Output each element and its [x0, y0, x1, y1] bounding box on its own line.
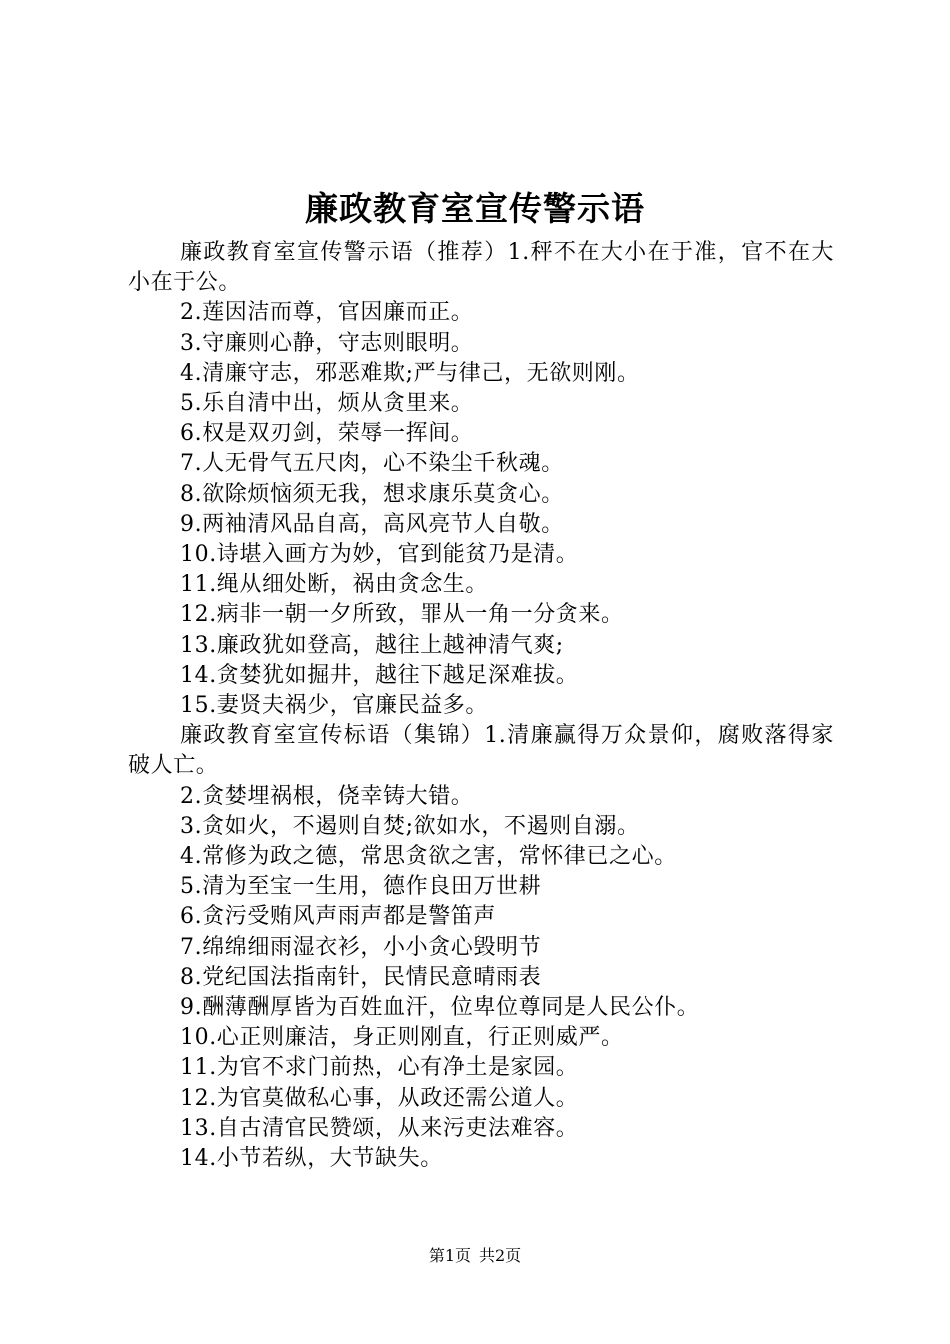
paragraph: 9.两袖清风品自高，高风亮节人自敬。: [180, 511, 564, 537]
paragraph: 8.欲除烦恼须无我，想求康乐莫贪心。: [180, 481, 564, 507]
paragraph: 2.贪婪埋祸根，侥幸铸大错。: [180, 783, 474, 809]
paragraph: 12.病非一朝一夕所致，罪从一角一分贪来。: [180, 602, 624, 628]
paragraph: 9.酬薄酬厚皆为百姓血汗，位卑位尊同是人民公仆。: [180, 995, 700, 1021]
paragraph: 2.莲因洁而尊，官因廉而正。: [180, 300, 474, 326]
paragraph: 4.清廉守志，邪恶难欺;严与律己，无欲则刚。: [180, 360, 640, 386]
paragraph: 13.自古清官民赞颂，从来污吏法难容。: [180, 1115, 579, 1141]
paragraph: 10.诗堪入画方为妙，官到能贫乃是清。: [180, 542, 579, 568]
paragraph: 12.为官莫做私心事，从政还需公道人。: [180, 1085, 579, 1111]
page-total: 共2页: [479, 1246, 522, 1265]
page-footer: [0, 1244, 950, 1268]
paragraph: 11.为官不求门前热，心有净土是家园。: [180, 1055, 579, 1081]
document-body: [128, 238, 834, 1174]
paragraph: 7.绵绵细雨湿衣衫，小小贪心毁明节: [180, 934, 542, 960]
paragraph: 5.清为至宝一生用，德作良田万世耕: [180, 874, 542, 900]
paragraph: 5.乐自清中出，烦从贪里来。: [180, 391, 474, 417]
paragraph: 8.党纪国法指南针，民情民意晴雨表: [180, 964, 542, 990]
page-number: 第1页: [428, 1246, 471, 1265]
paragraph: 6.贪污受贿风声雨声都是警笛声: [180, 904, 496, 930]
paragraph: 4.常修为政之德，常思贪欲之害，常怀律已之心。: [180, 844, 677, 870]
paragraph: 13.廉政犹如登高，越往上越神清气爽;: [180, 632, 564, 658]
paragraph: 廉政教育室宣传标语（集锦）1.清廉赢得万众景仰，腐败落得家破人亡。: [128, 723, 834, 779]
paragraph: 廉政教育室宣传警示语（推荐）1.秤不在大小在于准，官不在大小在于公。: [128, 240, 834, 296]
document-title: 廉政教育室宣传警示语: [305, 189, 645, 228]
paragraph: 11.绳从细处断，祸由贪念生。: [180, 572, 488, 598]
paragraph: 15.妻贤夫祸少，官廉民益多。: [180, 693, 488, 719]
paragraph: 3.贪如火，不遏则自焚;欲如水，不遏则自溺。: [180, 813, 640, 839]
paragraph: 3.守廉则心静，守志则眼明。: [180, 330, 474, 356]
paragraph: 14.贪婪犹如掘井，越往下越足深难拔。: [180, 662, 579, 688]
paragraph: 6.权是双刃剑，荣辱一挥间。: [180, 421, 474, 447]
paragraph: 14.小节若纵，大节缺失。: [180, 1146, 443, 1172]
paragraph: 7.人无骨气五尺肉，心不染尘千秋魂。: [180, 451, 564, 477]
paragraph: 10.心正则廉洁，身正则刚直，行正则威严。: [180, 1025, 624, 1051]
